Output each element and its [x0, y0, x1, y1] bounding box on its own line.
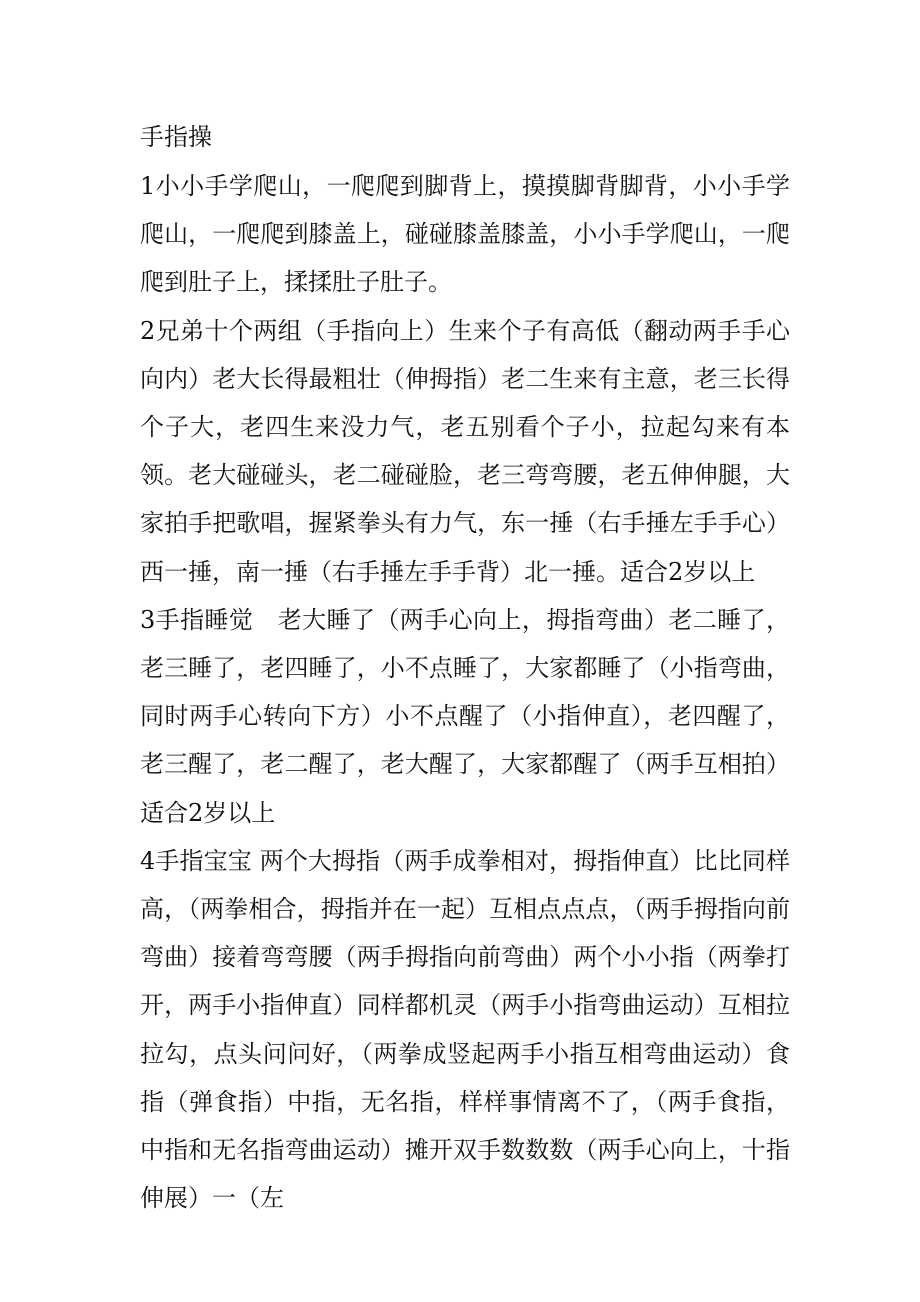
- paragraph-1: 1小小手学爬山，一爬爬到脚背上，摸摸脚背脚背，小小手学爬山，一爬爬到膝盖上，碰碰膝盖膝盖，小小手学爬山，一爬爬到肚子上，揉揉肚子肚子。: [140, 172, 790, 297]
- paragraph-3: 3手指睡觉 老大睡了（两手心向上，拇指弯曲）老二睡了，老三睡了，老四睡了，小不点睡了，大家都睡了（小指弯曲，同时两手心转向下方）小不点醒了（小指伸直），老四醒了，老三醒了，老二醒了，老大醒了，大家都醒了（两手互相拍）适合2岁以上: [140, 605, 790, 827]
- document-title: 手指操: [140, 123, 212, 151]
- document-page: [140, 112, 790, 1222]
- paragraph-4: 4手指宝宝 两个大拇指（两手成拳相对，拇指伸直）比比同样高，（两拳相合，拇指并在一起）互相点点点，（两手拇指向前弯曲）接着弯弯腰（两手拇指向前弯曲）两个小小指（两拳打开，两手小指伸直）同样都机灵（两手小指弯曲运动）互相拉拉勾，点头问问好，（两拳成竖起两手小指互相弯曲运动）食指（弹食指）中指，无名指，样样事情离不了，（两手食指，中指和无名指弯曲运动）摊开双手数数数（两手心向上，十指伸展）一（左: [140, 846, 790, 1213]
- paragraph-2: 2兄弟十个两组（手指向上）生来个子有高低（翻动两手手心向内）老大长得最粗壮（伸拇指）老二生来有主意，老三长得个子大，老四生来没力气，老五别看个子小，拉起勾来有本领。老大碰碰头，老二碰碰脸，老三弯弯腰，老五伸伸腿，大家拍手把歌唱，握紧拳头有力气，东一捶（右手捶左手手心）西一捶，南一捶（右手捶左手手背）北一捶。适合2岁以上: [140, 316, 790, 586]
